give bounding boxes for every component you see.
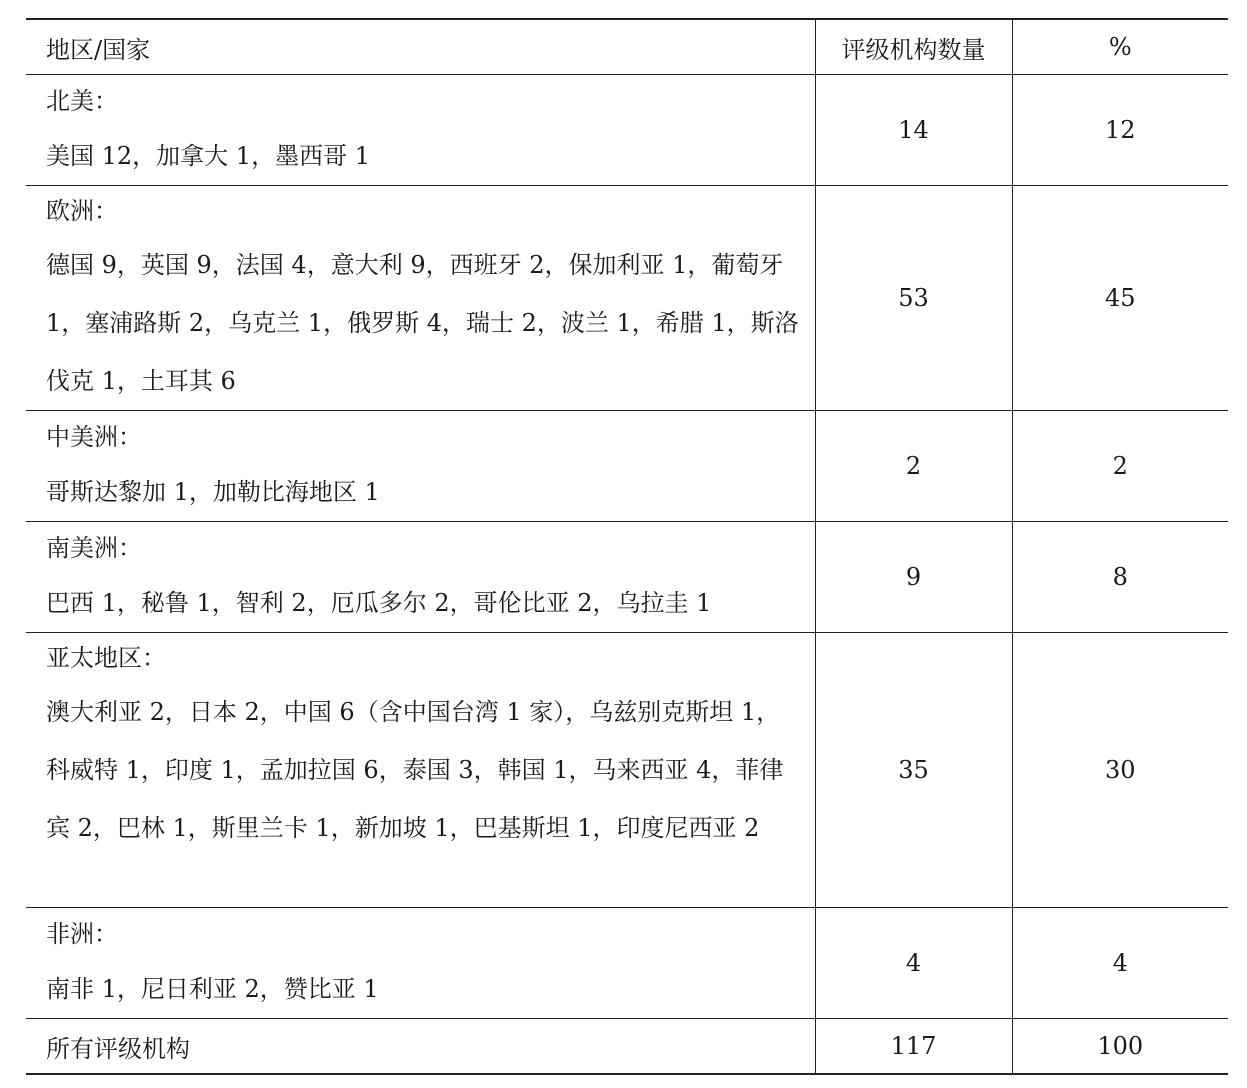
total-count: 117 bbox=[815, 1019, 1012, 1075]
rating-agencies-table bbox=[26, 18, 1228, 1075]
region-cell bbox=[26, 186, 815, 411]
region-cell bbox=[26, 908, 815, 1019]
count-cell: 2 bbox=[815, 411, 1012, 522]
count-cell: 53 bbox=[815, 186, 1012, 411]
total-label: 所有评级机构 bbox=[26, 1019, 815, 1075]
region-countries: 德国 9，英国 9，法国 4，意大利 9，西班牙 2，保加利亚 1，葡萄牙 1，塞浦路斯 2，乌克兰 1，俄罗斯 4，瑞士 2，波兰 1，希腊 1，斯洛伐克 1，土耳其 6 bbox=[46, 251, 799, 395]
table-row bbox=[26, 908, 1228, 1019]
region-cell bbox=[26, 633, 815, 908]
percent-cell: 12 bbox=[1012, 75, 1228, 186]
count-cell: 35 bbox=[815, 633, 1012, 908]
region-countries: 哥斯达黎加 1，加勒比海地区 1 bbox=[46, 478, 380, 506]
count-cell: 9 bbox=[815, 522, 1012, 633]
total-row bbox=[26, 1019, 1228, 1075]
percent-cell: 2 bbox=[1012, 411, 1228, 522]
percent-cell: 45 bbox=[1012, 186, 1228, 411]
header-row bbox=[26, 19, 1228, 75]
region-cell bbox=[26, 411, 815, 522]
total-percent: 100 bbox=[1012, 1019, 1228, 1075]
region-name: 亚太地区： bbox=[46, 644, 166, 672]
count-cell: 14 bbox=[815, 75, 1012, 186]
percent-cell: 30 bbox=[1012, 633, 1228, 908]
region-name: 欧洲： bbox=[46, 197, 118, 225]
table-row bbox=[26, 75, 1228, 186]
region-name: 中美洲： bbox=[46, 423, 142, 451]
percent-cell: 8 bbox=[1012, 522, 1228, 633]
table-row bbox=[26, 633, 1228, 908]
region-name: 南美洲： bbox=[46, 534, 142, 562]
percent-cell: 4 bbox=[1012, 908, 1228, 1019]
header-region: 地区/国家 bbox=[26, 19, 815, 75]
header-count: 评级机构数量 bbox=[815, 19, 1012, 75]
region-cell bbox=[26, 522, 815, 633]
header-percent: % bbox=[1012, 19, 1228, 75]
region-name: 北美： bbox=[46, 87, 118, 115]
region-countries: 南非 1，尼日利亚 2，赞比亚 1 bbox=[46, 975, 379, 1003]
table-row bbox=[26, 522, 1228, 633]
table-row bbox=[26, 411, 1228, 522]
region-name: 非洲： bbox=[46, 920, 118, 948]
region-countries: 美国 12，加拿大 1，墨西哥 1 bbox=[46, 142, 370, 170]
region-cell bbox=[26, 75, 815, 186]
region-countries: 澳大利亚 2，日本 2，中国 6（含中国台湾 1 家），乌兹别克斯坦 1，科威特 1，印度 1，孟加拉国 6，泰国 3，韩国 1，马来西亚 4，菲律宾 2，巴林 1，斯里兰卡 1，新加坡 1，巴基斯坦 1，印度尼西亚 2 bbox=[46, 698, 784, 842]
table-row bbox=[26, 186, 1228, 411]
count-cell: 4 bbox=[815, 908, 1012, 1019]
region-countries: 巴西 1，秘鲁 1，智利 2，厄瓜多尔 2，哥伦比亚 2，乌拉圭 1 bbox=[46, 589, 712, 617]
